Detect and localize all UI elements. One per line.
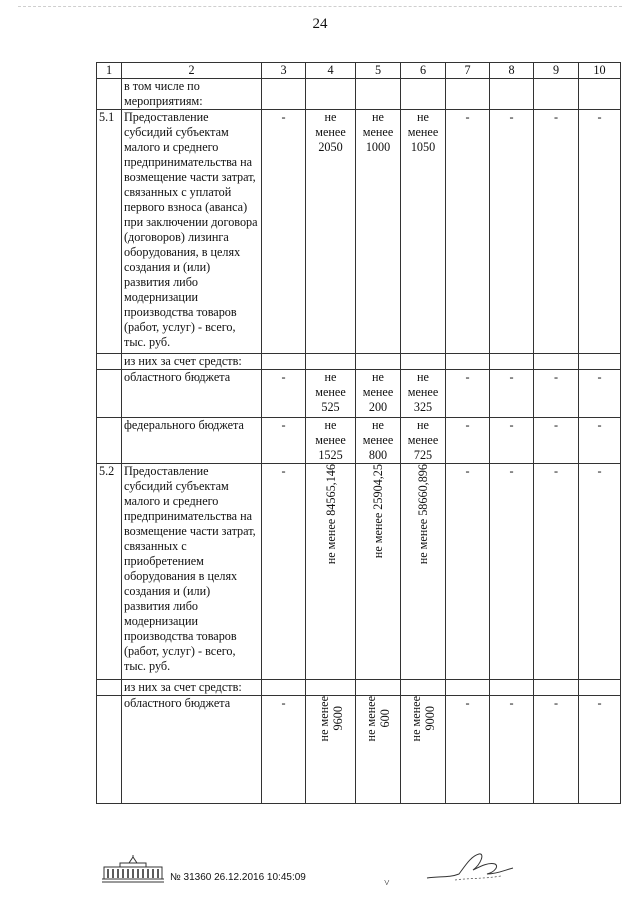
page-number: 24: [312, 16, 328, 32]
budget-table: [96, 62, 621, 804]
col-header: 6: [401, 63, 446, 79]
building-stamp-icon: [100, 854, 166, 886]
row-text: Предоставление субсидий субъектам малого и среднего предпринимательства на возмещение части затрат, связанных с приобретением оборудования в целях создания и (или) развития либо модернизации производства товаров (работ, услуг) - всего, тыс. руб.: [122, 464, 262, 680]
cell-value: не менее 725: [401, 418, 446, 464]
col-header: 7: [446, 63, 490, 79]
cell-value: -: [262, 464, 306, 680]
cell-value: -: [534, 464, 579, 680]
row-number: 5.1: [97, 110, 122, 354]
cell-value: -: [579, 418, 621, 464]
cell-value: -: [490, 464, 534, 680]
cell-value: не менее 525: [306, 370, 356, 418]
header-row: [97, 63, 621, 79]
cell-value: -: [534, 370, 579, 418]
cell-value: -: [446, 110, 490, 354]
cell-value: -: [579, 110, 621, 354]
row-text: из них за счет средств:: [122, 354, 262, 370]
cell-value-rotated: не менее 25904,25: [371, 464, 385, 559]
cell-value: не менее 2050: [306, 110, 356, 354]
table-row-5-1-federal: [97, 418, 621, 464]
table-row-5-1: [97, 110, 621, 354]
col-header: 3: [262, 63, 306, 79]
row-text: из них за счет средств:: [122, 680, 262, 696]
col-header: 8: [490, 63, 534, 79]
cell-value: -: [534, 110, 579, 354]
document-registration-number: № 31360 26.12.2016 10:45:09: [170, 872, 306, 883]
row-text: в том числе по мероприятиям:: [122, 79, 262, 110]
cell-value: -: [446, 696, 490, 804]
row-text: Предоставление субсидий субъектам малого и среднего предпринимательства на возмещение части затрат, связанных с уплатой первого взноса (аванса) при заключении договора (договоров) лизинга оборудования, в целях создания и (или) развития либо модернизации производства товаров (работ, услуг) - всего, тыс. руб.: [122, 110, 262, 354]
col-header: 2: [122, 63, 262, 79]
table-row-intro: [97, 79, 621, 110]
cell-value-rotated: не менее 84565,146: [323, 464, 338, 565]
cell-value: не менее 1525: [306, 418, 356, 464]
row-text: федерального бюджета: [122, 418, 262, 464]
cell-value-rotated: не менее 9000: [409, 696, 437, 742]
row-text: областного бюджета: [122, 370, 262, 418]
table-row-5-1-oblast: [97, 370, 621, 418]
cell-value: не менее 1000: [356, 110, 401, 354]
cell-value: -: [490, 110, 534, 354]
scan-top-edge: [18, 6, 622, 7]
cell-value: -: [262, 418, 306, 464]
row-number: 5.2: [97, 464, 122, 680]
col-header: 10: [579, 63, 621, 79]
cell-value: -: [262, 110, 306, 354]
cell-value: -: [262, 696, 306, 804]
table-row-5-2: [97, 464, 621, 680]
signature-icon: [425, 848, 515, 884]
cell-value: не менее 325: [401, 370, 446, 418]
cell-value-rotated: не менее 58660,896: [416, 464, 430, 565]
cell-value: -: [579, 696, 621, 804]
cell-value: не менее 800: [356, 418, 401, 464]
table-row-5-2-sub: [97, 680, 621, 696]
cell-value: -: [534, 696, 579, 804]
table-row-5-2-oblast: [97, 696, 621, 804]
cell-value-rotated: не менее 9600: [316, 696, 345, 742]
row-text: областного бюджета: [122, 696, 262, 804]
cell-value: -: [446, 370, 490, 418]
cell-value: -: [490, 418, 534, 464]
cell-value: не менее 200: [356, 370, 401, 418]
cell-value: -: [446, 418, 490, 464]
cell-value: -: [490, 370, 534, 418]
cell-value: -: [534, 418, 579, 464]
col-header: 4: [306, 63, 356, 79]
cell-value: -: [446, 464, 490, 680]
cell-value: -: [490, 696, 534, 804]
col-header: 1: [97, 63, 122, 79]
cell-value: -: [262, 370, 306, 418]
cell-value: -: [579, 464, 621, 680]
cell-value: не менее 1050: [401, 110, 446, 354]
col-header: 9: [534, 63, 579, 79]
col-header: 5: [356, 63, 401, 79]
footer-mark: ˅: [384, 878, 390, 889]
table-row-5-1-sub: [97, 354, 621, 370]
cell-value: -: [579, 370, 621, 418]
cell-value-rotated: не менее 600: [364, 696, 392, 742]
